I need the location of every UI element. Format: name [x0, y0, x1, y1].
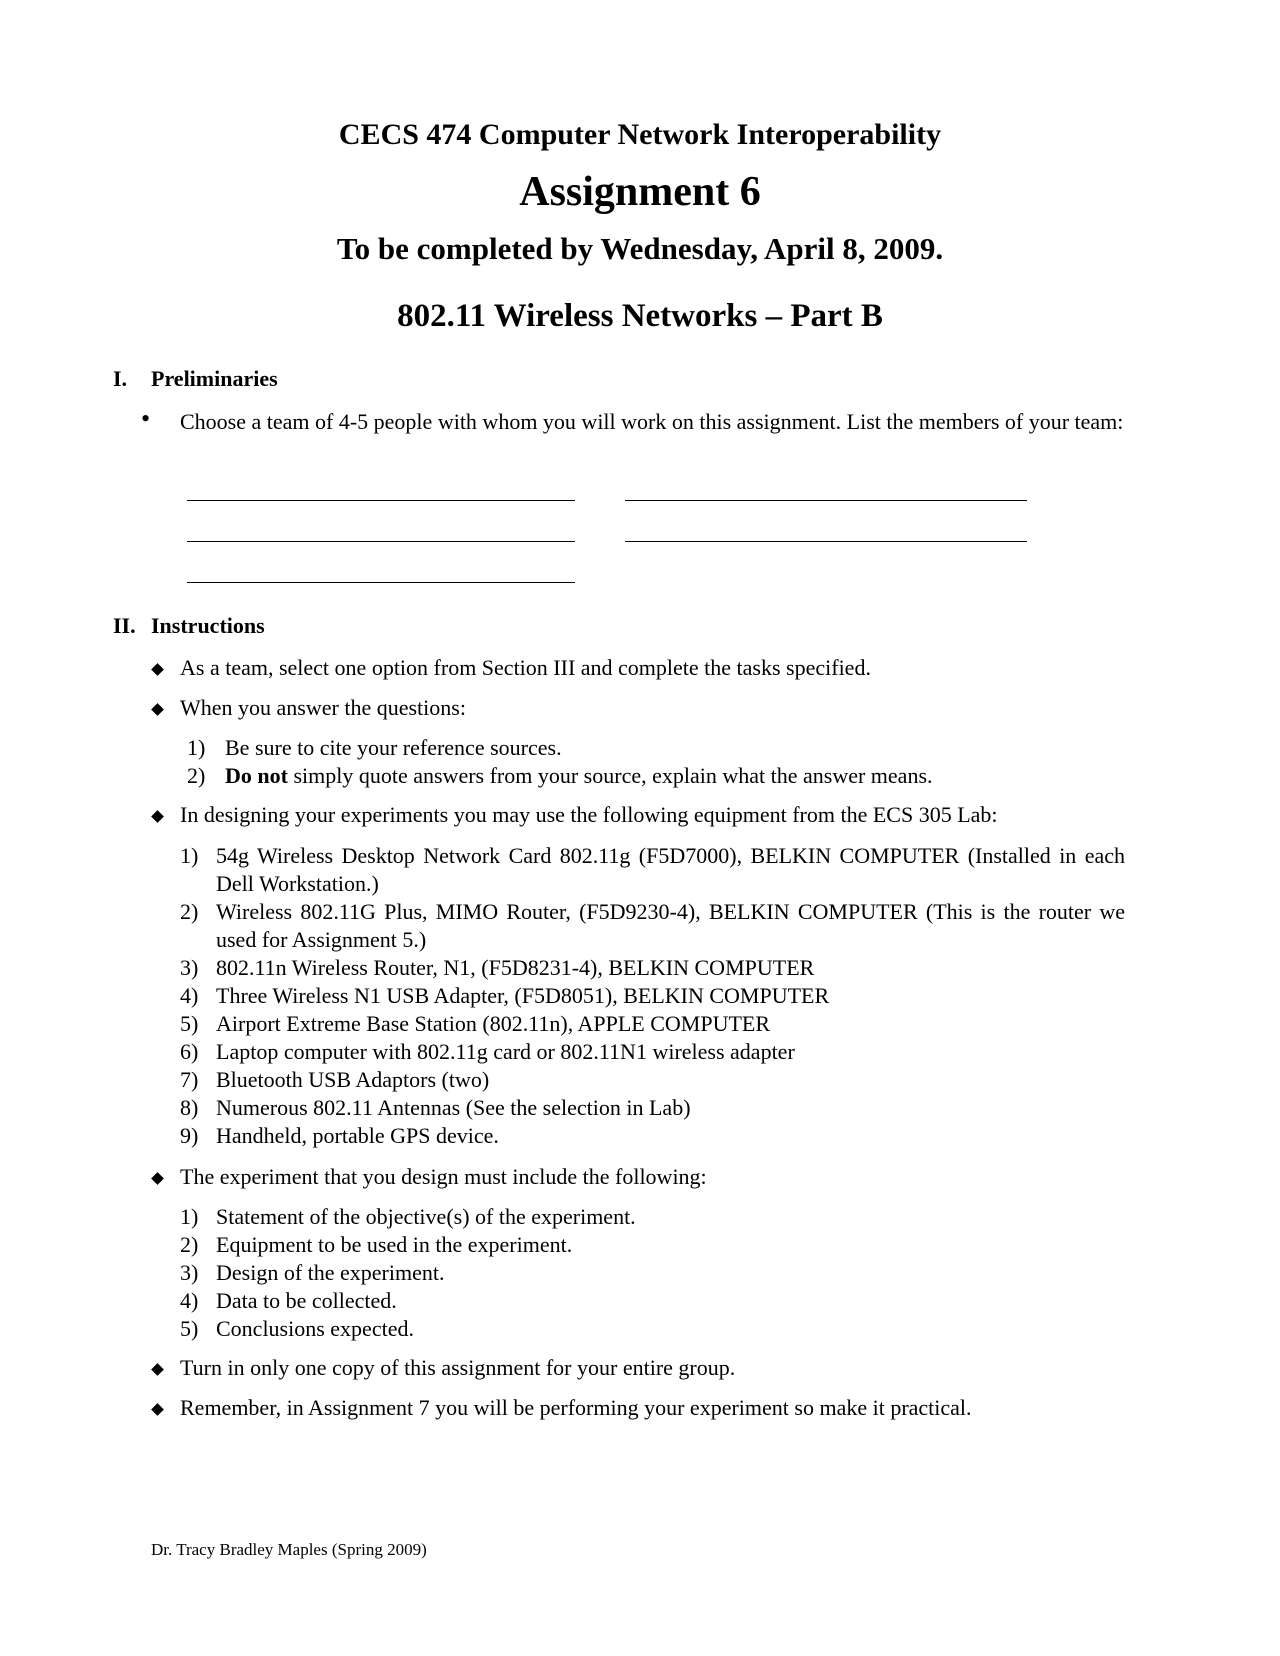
- instruction-answer-questions: When you answer the questions:: [180, 695, 466, 720]
- item-text: Design of the experiment.: [216, 1260, 445, 1285]
- item-text: Three Wireless N1 USB Adapter, (F5D8051), BELKIN COMPUTER: [216, 983, 830, 1008]
- instruction-reminder: Remember, in Assignment 7 you will be performing your experiment so make it practical.: [180, 1395, 972, 1420]
- design-item: [180, 1287, 1080, 1315]
- answer-rule-item: [187, 762, 1087, 790]
- diamond-bullet-icon: [151, 1403, 164, 1416]
- instruction-experiment-design: The experiment that you design must include the following:: [180, 1164, 707, 1189]
- equipment-item: [180, 1010, 1125, 1038]
- item-text: Be sure to cite your reference sources.: [225, 735, 562, 760]
- section-preliminaries-heading: [113, 366, 513, 396]
- item-text: Conclusions expected.: [216, 1316, 414, 1341]
- item-text: Bluetooth USB Adaptors (two): [216, 1067, 490, 1092]
- equipment-item: [180, 1094, 1125, 1122]
- item-number: 8): [180, 1095, 199, 1120]
- item-number: 3): [180, 1260, 199, 1285]
- item-number: 1): [180, 843, 199, 868]
- item-text: Equipment to be used in the experiment.: [216, 1232, 573, 1257]
- item-text-rest: simply quote answers from your source, explain what the answer means.: [287, 763, 933, 788]
- footer-author: Dr. Tracy Bradley Maples (Spring 2009): [151, 1540, 427, 1559]
- item-text: Handheld, portable GPS device.: [216, 1123, 499, 1148]
- section-number: I.: [113, 366, 128, 391]
- item-number: 3): [180, 955, 199, 980]
- diamond-bullet-icon: [151, 1172, 164, 1185]
- item-text: Statement of the objective(s) of the experiment.: [216, 1204, 636, 1229]
- item-text: 54g Wireless Desktop Network Card 802.11g (F5D7000), BELKIN COMPUTER (Installed in each Dell Workstation.): [216, 843, 1125, 896]
- item-number: 2): [180, 1232, 199, 1257]
- item-number: 5): [180, 1316, 199, 1341]
- team-member-line[interactable]: [187, 541, 575, 542]
- team-member-line[interactable]: [625, 500, 1027, 501]
- equipment-item: [180, 954, 1125, 982]
- item-number: 2): [180, 899, 199, 924]
- design-item: [180, 1259, 1080, 1287]
- diamond-bullet-icon: [151, 1363, 164, 1376]
- equipment-item: [180, 982, 1125, 1010]
- design-item: [180, 1315, 1080, 1343]
- assignment-title: Assignment 6: [519, 169, 761, 215]
- item-text: 802.11n Wireless Router, N1, (F5D8231-4), BELKIN COMPUTER: [216, 955, 815, 980]
- equipment-item: [180, 1038, 1125, 1066]
- bullet-dot-icon: •: [141, 404, 151, 433]
- item-text: Wireless 802.11G Plus, MIMO Router, (F5D9230-4), BELKIN COMPUTER (This is the router we used for Assignment 5.): [216, 899, 1125, 952]
- equipment-item: [180, 1122, 1125, 1150]
- team-member-line[interactable]: [187, 500, 575, 501]
- item-number: 1): [187, 735, 206, 760]
- item-number: 2): [187, 763, 206, 788]
- item-number: 4): [180, 983, 199, 1008]
- answer-rule-item: [187, 734, 1087, 762]
- item-text: Airport Extreme Base Station (802.11n), APPLE COMPUTER: [216, 1011, 771, 1036]
- equipment-item: [180, 1066, 1125, 1094]
- equipment-item: [180, 898, 1125, 954]
- section-title: Preliminaries: [151, 366, 278, 391]
- design-item: [180, 1231, 1080, 1259]
- item-number: 1): [180, 1204, 199, 1229]
- section-title: Instructions: [151, 613, 265, 638]
- section-number: II.: [113, 613, 136, 638]
- item-number: 9): [180, 1123, 199, 1148]
- item-number: 4): [180, 1288, 199, 1313]
- item-number: 7): [180, 1067, 199, 1092]
- design-item: [180, 1203, 1080, 1231]
- instruction-select-option: As a team, select one option from Section III and complete the tasks specified.: [180, 655, 871, 680]
- item-number: 6): [180, 1039, 199, 1064]
- section-instructions-heading: [113, 613, 513, 643]
- team-member-line[interactable]: [187, 582, 575, 583]
- topic-title: 802.11 Wireless Networks – Part B: [397, 298, 883, 334]
- team-member-line[interactable]: [625, 541, 1027, 542]
- emphasis-text: Do not: [225, 763, 288, 788]
- item-number: 5): [180, 1011, 199, 1036]
- item-text: Data to be collected.: [216, 1288, 397, 1313]
- item-text: [225, 762, 933, 790]
- equipment-item: [180, 842, 1125, 898]
- course-title: CECS 474 Computer Network Interoperability: [338, 118, 942, 151]
- due-date: To be completed by Wednesday, April 8, 2009.: [336, 231, 944, 266]
- item-text: Laptop computer with 802.11g card or 802.11N1 wireless adapter: [216, 1039, 795, 1064]
- item-text: Numerous 802.11 Antennas (See the selection in Lab): [216, 1095, 691, 1120]
- team-instruction: Choose a team of 4-5 people with whom you will work on this assignment. List the members of your team:: [180, 409, 1124, 434]
- instruction-turn-in: Turn in only one copy of this assignment for your entire group.: [180, 1355, 736, 1380]
- diamond-bullet-icon: [151, 810, 164, 823]
- diamond-bullet-icon: [151, 663, 164, 676]
- instruction-equipment: In designing your experiments you may use the following equipment from the ECS 305 Lab:: [180, 802, 998, 827]
- diamond-bullet-icon: [151, 703, 164, 716]
